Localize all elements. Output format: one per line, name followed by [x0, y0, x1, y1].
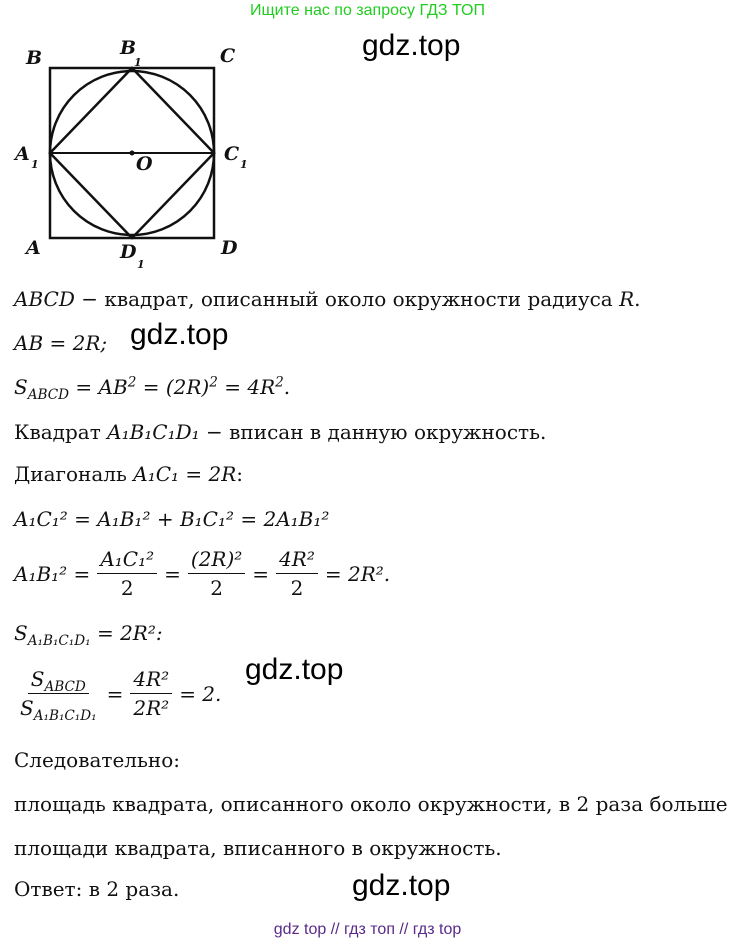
text-colon: : [236, 462, 244, 486]
math-s: S [14, 621, 28, 645]
fraction-denominator: 2R² [133, 696, 170, 720]
math-eq1: = AB [69, 375, 128, 399]
footer-links[interactable]: gdz top // гдз топ // гдз top [273, 921, 462, 938]
fraction-numerator: A₁C₁² [97, 547, 157, 574]
math-sub-a1b1c1d1: A₁B₁C₁D₁ [27, 632, 91, 649]
math-result: = 2R². [324, 561, 391, 586]
text-line-conclusion-1: площадь квадрата, описанного около окружности, в 2 раза больше [14, 792, 728, 816]
fraction-numerator: (2R)² [188, 547, 245, 574]
fraction-numerator: 4R² [130, 667, 172, 694]
math-eq3: = 4R [217, 375, 276, 399]
fraction-denominator: 2 [290, 576, 304, 600]
math-eq: = [164, 561, 181, 586]
text-line-area-inscribed [14, 621, 163, 649]
math-a1c1: A₁C₁ = 2R [133, 462, 237, 486]
math-abcd: ABCD [14, 287, 75, 311]
label-c: C [220, 45, 236, 67]
text-line-ab: AB = 2R; [14, 331, 108, 355]
watermark: gdz.top [362, 29, 461, 62]
math-lhs: A₁B₁² = [14, 561, 91, 586]
watermark: gdz.top [352, 869, 451, 902]
label-b: B [26, 47, 43, 69]
text-line-conclusion-2: площади квадрата, вписанного в окружность. [14, 836, 502, 860]
text-diagonal: Диагональ [14, 462, 134, 486]
math-r: R [619, 287, 635, 311]
math-period: . [283, 375, 291, 399]
geometry-figure [0, 30, 260, 275]
fraction-ratio [130, 667, 172, 720]
text-line-answer: Ответ: в 2 раза. [14, 877, 180, 901]
math-sub-abcd: ABCD [27, 386, 70, 403]
search-banner: Ищите нас по запросу ГДЗ ТОП [250, 2, 485, 19]
label-d1: D [120, 241, 137, 263]
text-period: . [634, 287, 641, 311]
watermark: gdz.top [130, 318, 229, 351]
fraction-2 [188, 547, 245, 600]
fraction-numerator: $S_{ABCD}$ [28, 667, 89, 694]
fraction-denominator: 2 [120, 576, 134, 600]
math-pow3: 2 [275, 374, 284, 391]
watermark: gdz.top [245, 653, 344, 686]
text-line-inscribed-square [14, 420, 546, 444]
fraction-1 [97, 547, 157, 600]
fraction-numerator: 4R² [276, 547, 318, 574]
text-line-abcd-square [14, 287, 641, 311]
label-a: A [26, 237, 41, 259]
text-inscribed: − вписан в данную окружность. [199, 420, 547, 444]
math-eq: = [106, 681, 124, 706]
math-result: = 2. [179, 681, 222, 706]
text-line-side-squared [14, 547, 390, 600]
label-a1: A [15, 143, 30, 165]
text-kvadrat: Квадрат [14, 420, 108, 444]
math-eq: = [252, 561, 270, 586]
fraction-3 [276, 547, 318, 600]
fraction-denominator: $S_{A_1B_1C_1D_1}$ [20, 696, 97, 724]
label-b1: B [120, 37, 137, 59]
text-line-diagonal [14, 462, 243, 486]
label-o: O [136, 153, 153, 175]
text-line-ratio [14, 667, 222, 724]
center-point [130, 151, 135, 156]
math-pow2: 2 [209, 374, 218, 391]
label-b1-index: 1 [134, 56, 142, 69]
label-a1-index: 1 [31, 158, 39, 171]
math-eq-2r2: = 2R²: [90, 621, 163, 645]
text-line-pythagoras: A₁C₁² = A₁B₁² + B₁C₁² = 2A₁B₁² [14, 507, 330, 531]
math-eq2: = (2R) [136, 375, 210, 399]
text-line-area-abcd [14, 374, 291, 403]
math-s: S [14, 375, 28, 399]
text-described-square: − квадрат, описанный около окружности радиуса [74, 287, 620, 311]
fraction-areas [17, 667, 100, 724]
fraction-denominator: 2 [210, 576, 223, 600]
label-d: D [221, 237, 238, 259]
math-a1b1c1d1: A₁B₁C₁D₁ [107, 420, 200, 444]
label-d1-index: 1 [137, 258, 145, 271]
label-c1-index: 1 [240, 158, 248, 171]
text-line-therefore: Следовательно: [14, 748, 180, 772]
label-c1: C [224, 143, 240, 165]
math-pow1: 2 [127, 374, 137, 391]
